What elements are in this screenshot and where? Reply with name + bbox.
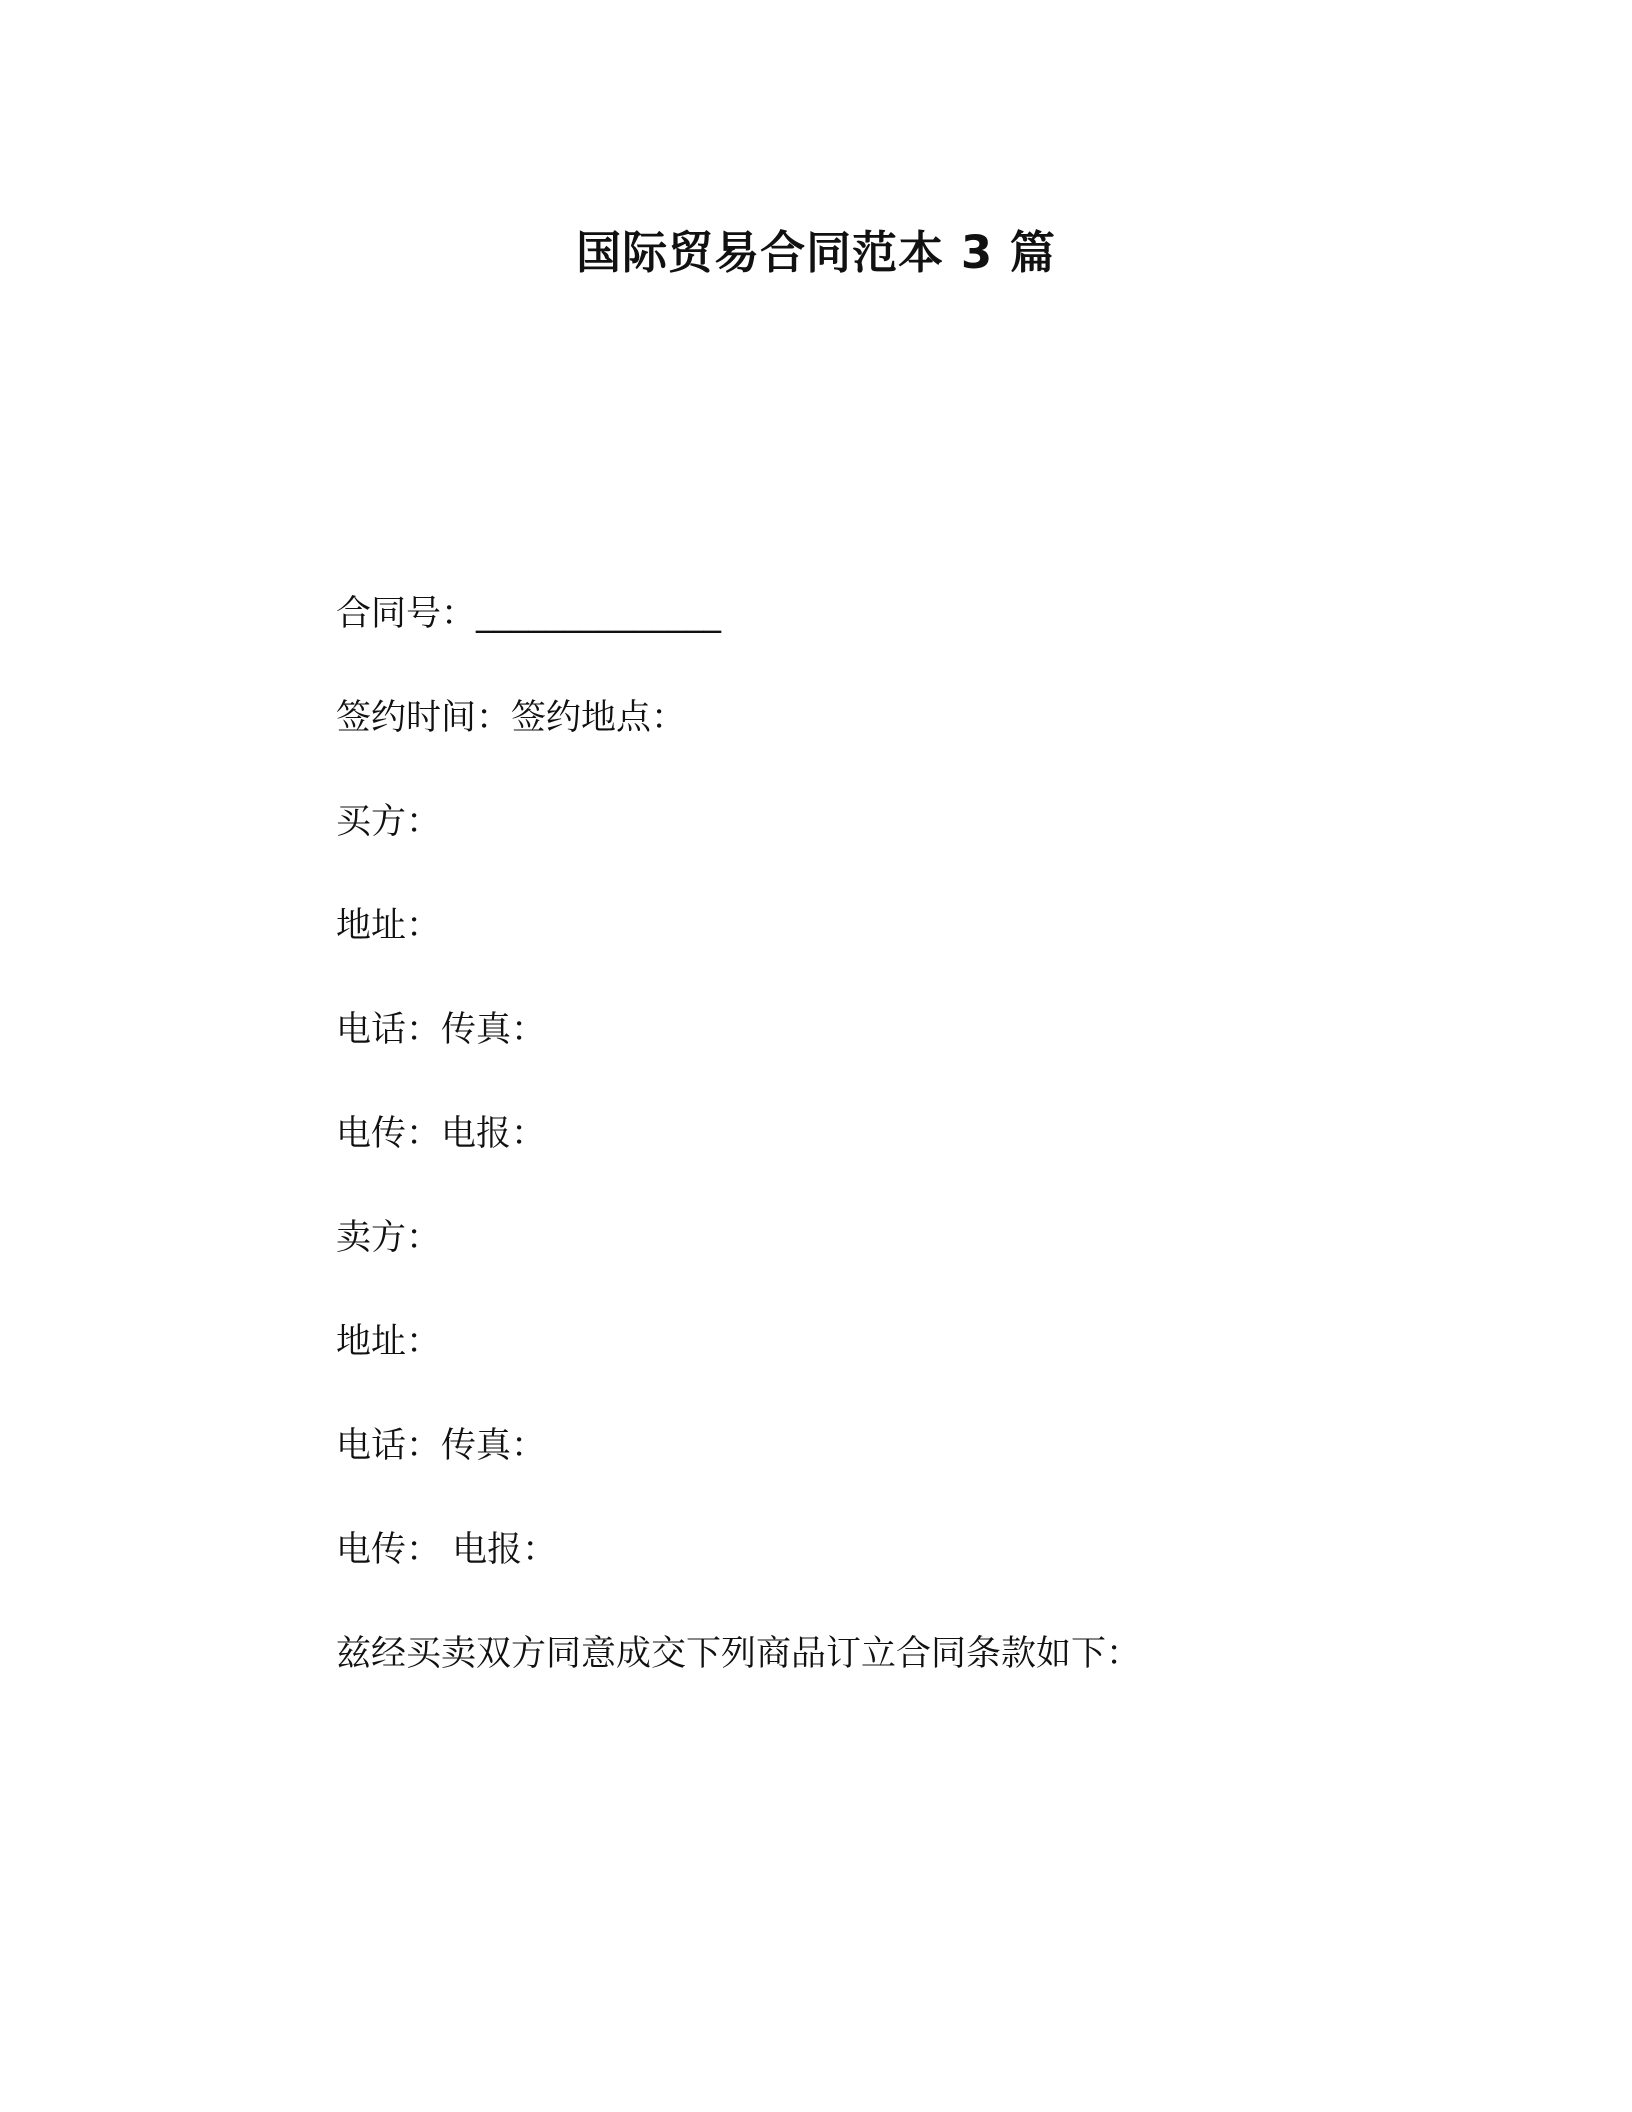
contract-fields <box>336 590 1336 1734</box>
document-title: 国际贸易合同范本 3 篇 <box>576 226 1056 279</box>
seller-telex-telegram-line: 电传： 电报： <box>336 1530 558 1570</box>
seller-line: 卖方： <box>336 1218 442 1258</box>
buyer-phone-fax-line: 电话：传真： <box>336 1010 547 1050</box>
contract-number-line: 合同号：______________ <box>336 594 722 634</box>
signing-time-place-line: 签约时间：签约地点： <box>336 698 687 738</box>
buyer-line: 买方： <box>336 802 442 842</box>
buyer-address-line: 地址： <box>336 906 442 946</box>
seller-address-line: 地址： <box>336 1322 442 1362</box>
buyer-telex-telegram-line: 电传：电报： <box>336 1114 547 1154</box>
agreement-statement-line: 兹经买卖双方同意成交下列商品订立合同条款如下： <box>336 1634 1142 1674</box>
seller-phone-fax-line: 电话：传真： <box>336 1426 547 1466</box>
